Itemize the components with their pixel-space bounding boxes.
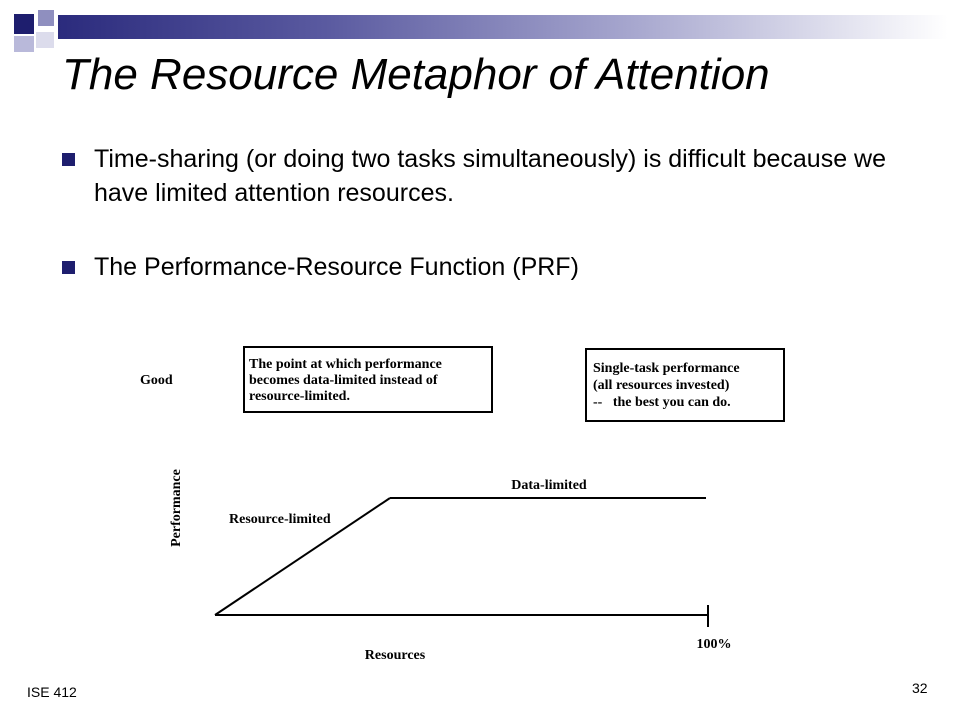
resource-limited-label: Resource-limited [229, 512, 331, 527]
performance-axis-label: Performance [169, 469, 184, 547]
callout-right-line-1: Single-task performance [593, 361, 740, 376]
bullet-text-2: The Performance-Resource Function (PRF) [94, 253, 579, 281]
page-number: 32 [912, 680, 928, 696]
slide-title: The Resource Metaphor of Attention [62, 50, 770, 99]
course-code: ISE 412 [27, 684, 77, 700]
good-label: Good [140, 373, 173, 388]
callout-right-line-3: -- the best you can do. [593, 395, 731, 410]
callout-left-line-2: becomes data-limited instead of [249, 373, 438, 388]
callout-right-line-2: (all resources invested) [593, 378, 730, 393]
full-resources-label: 100% [696, 637, 732, 652]
callout-left-line-3: resource-limited. [249, 389, 350, 404]
resources-axis-label: Resources [364, 648, 426, 663]
callout-left-line-1: The point at which performance [249, 357, 442, 372]
bullet-text-1: Time-sharing (or doing two tasks simultaneously) is difficult because we have limited attention resources. [94, 145, 887, 207]
data-limited-label: Data-limited [511, 478, 587, 493]
